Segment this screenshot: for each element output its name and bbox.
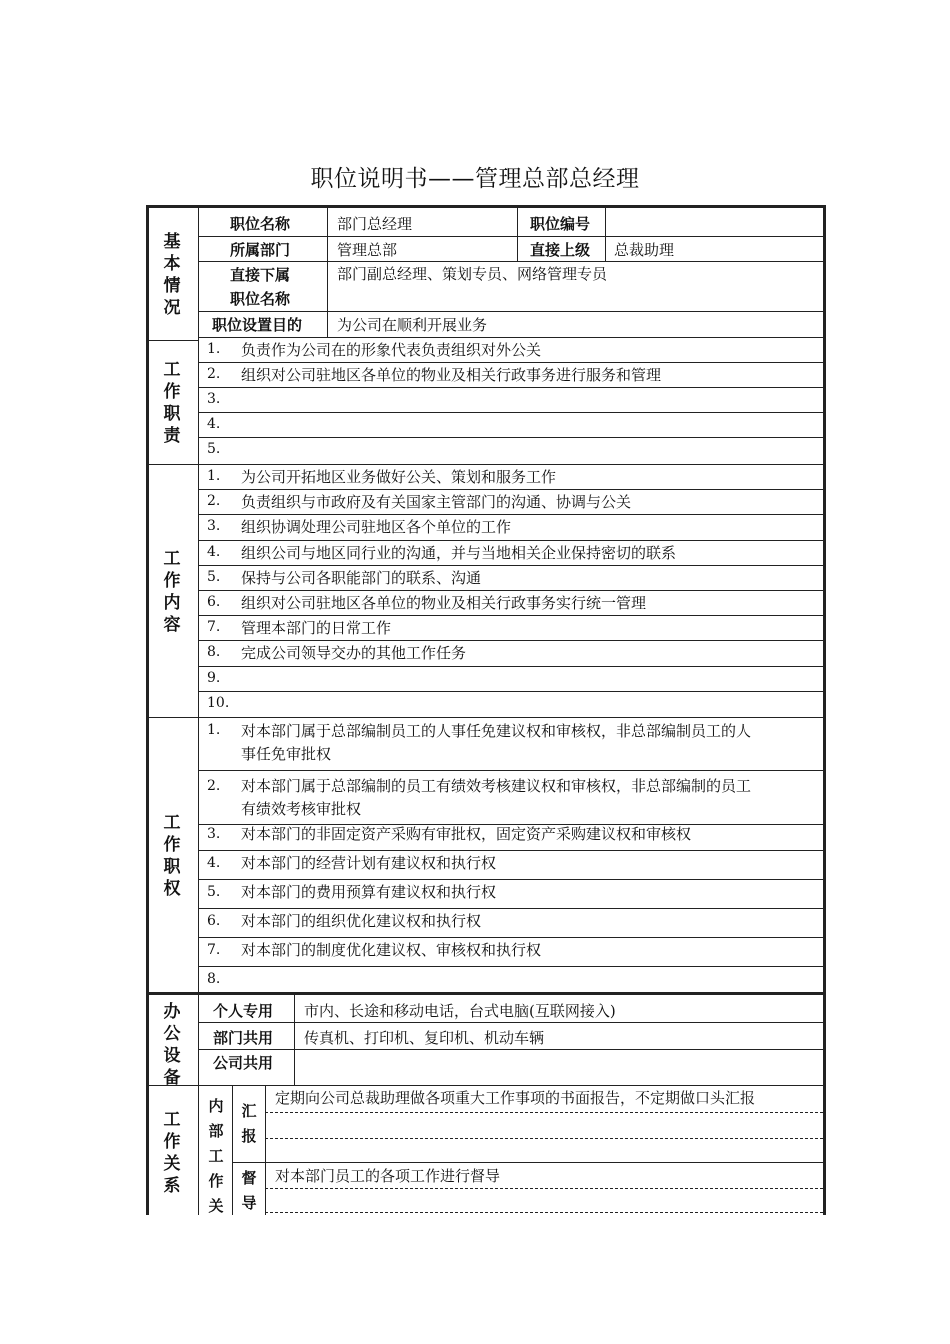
authority-item: 对本部门的制度优化建议权、审核权和执行权 — [241, 941, 542, 959]
content-number: 7. — [207, 619, 221, 635]
content-item: 完成公司领导交办的其他工作任务 — [241, 644, 467, 662]
personal-use-label: 个人专用 — [213, 1002, 274, 1020]
section-work-relations: 工作关系 — [163, 1110, 181, 1196]
superior-value: 总裁助理 — [614, 241, 675, 259]
department-value: 管理总部 — [337, 241, 398, 259]
authority-number: 6. — [207, 913, 221, 929]
purpose-value: 为公司在顺利开展业务 — [337, 316, 488, 334]
authority-number: 8. — [207, 971, 221, 987]
authority-item-cont: 事任免审批权 — [241, 745, 332, 763]
authority-item: 对本部门的经营计划有建议权和执行权 — [241, 854, 497, 872]
table-left-border — [146, 205, 149, 1215]
section-work-content: 工作内容 — [163, 549, 181, 635]
duty-item: 组织对公司驻地区各单位的物业及相关行政事务进行服务和管理 — [241, 366, 662, 384]
authority-number: 2. — [207, 778, 221, 794]
content-number: 4. — [207, 544, 221, 560]
personal-use-value: 市内、长途和移动电话，台式电脑(互联网接入) — [304, 1002, 616, 1020]
content-item: 负责组织与市政府及有关国家主管部门的沟通、协调与公关 — [241, 493, 632, 511]
content-number: 6. — [207, 594, 221, 610]
authority-item-cont: 有绩效考核审批权 — [241, 800, 362, 818]
supervise-text: 对本部门员工的各项工作进行督导 — [275, 1167, 501, 1185]
department-shared-label: 部门共用 — [213, 1029, 274, 1047]
duty-number: 4. — [207, 416, 221, 432]
company-shared-label: 公司共用 — [213, 1054, 274, 1072]
duty-number: 5. — [207, 441, 221, 457]
authority-number: 5. — [207, 884, 221, 900]
position-name-value: 部门总经理 — [337, 215, 413, 233]
supervise-label: 督导 — [241, 1169, 257, 1212]
table-right-border — [823, 205, 826, 1215]
authority-item: 对本部门属于总部编制的员工有绩效考核建议权和审核权，非总部编制的员工 — [241, 777, 752, 795]
position-name-label: 职位名称 — [230, 215, 291, 233]
duty-number: 2. — [207, 366, 221, 382]
purpose-label: 职位设置目的 — [212, 316, 303, 334]
content-item: 保持与公司各职能部门的联系、沟通 — [241, 569, 482, 587]
content-item: 组织对公司驻地区各单位的物业及相关行政事务实行统一管理 — [241, 594, 647, 612]
internal-relations-label: 内部工作关 — [208, 1097, 224, 1215]
job-description-table — [146, 205, 826, 1215]
section-column-divider — [198, 205, 199, 1215]
authority-item: 对本部门的费用预算有建议权和执行权 — [241, 883, 497, 901]
authority-item: 对本部门的组织优化建议权和执行权 — [241, 912, 482, 930]
content-number: 3. — [207, 518, 221, 534]
section-duties: 工作职责 — [163, 360, 181, 446]
duty-item: 负责作为公司在的形象代表负责组织对外公关 — [241, 341, 542, 359]
authority-number: 1. — [207, 722, 221, 738]
authority-number: 7. — [207, 942, 221, 958]
superior-label: 直接上级 — [530, 241, 591, 259]
authority-number: 4. — [207, 855, 221, 871]
section-authority: 工作职权 — [163, 813, 181, 899]
subordinates-value: 部门副总经理、策划专员、网络管理专员 — [337, 265, 608, 283]
subordinates-label-line1: 直接下属 — [230, 266, 291, 284]
content-item: 组织协调处理公司驻地区各个单位的工作 — [241, 518, 512, 536]
duty-number: 3. — [207, 391, 221, 407]
content-number: 8. — [207, 644, 221, 660]
content-number: 1. — [207, 468, 221, 484]
department-label: 所属部门 — [230, 241, 291, 259]
page-title: 职位说明书——管理总部总经理 — [310, 166, 640, 192]
table-top-border — [146, 205, 826, 208]
report-text: 定期向公司总裁助理做各项重大工作事项的书面报告，不定期做口头汇报 — [275, 1089, 756, 1107]
authority-number: 3. — [207, 826, 221, 842]
content-item: 管理本部门的日常工作 — [241, 619, 392, 637]
content-number: 5. — [207, 569, 221, 585]
content-number: 9. — [207, 670, 221, 686]
content-item: 组织公司与地区同行业的沟通，并与当地相关企业保持密切的联系 — [241, 544, 677, 562]
position-code-label: 职位编号 — [530, 215, 591, 233]
section-basic-info: 基本情况 — [163, 232, 181, 318]
subordinates-label-line2: 职位名称 — [230, 290, 291, 308]
report-label: 汇报 — [241, 1102, 257, 1145]
department-shared-value: 传真机、打印机、复印机、机动车辆 — [304, 1029, 545, 1047]
section-office-equipment: 办公设备 — [163, 1002, 181, 1088]
authority-item: 对本部门的非固定资产采购有审批权，固定资产采购建议权和审核权 — [241, 825, 692, 843]
content-item: 为公司开拓地区业务做好公关、策划和服务工作 — [241, 468, 557, 486]
authority-item: 对本部门属于总部编制员工的人事任免建议权和审核权，非总部编制员工的人 — [241, 722, 752, 740]
content-number: 2. — [207, 493, 221, 509]
content-number: 10. — [207, 695, 230, 711]
duty-number: 1. — [207, 341, 221, 357]
